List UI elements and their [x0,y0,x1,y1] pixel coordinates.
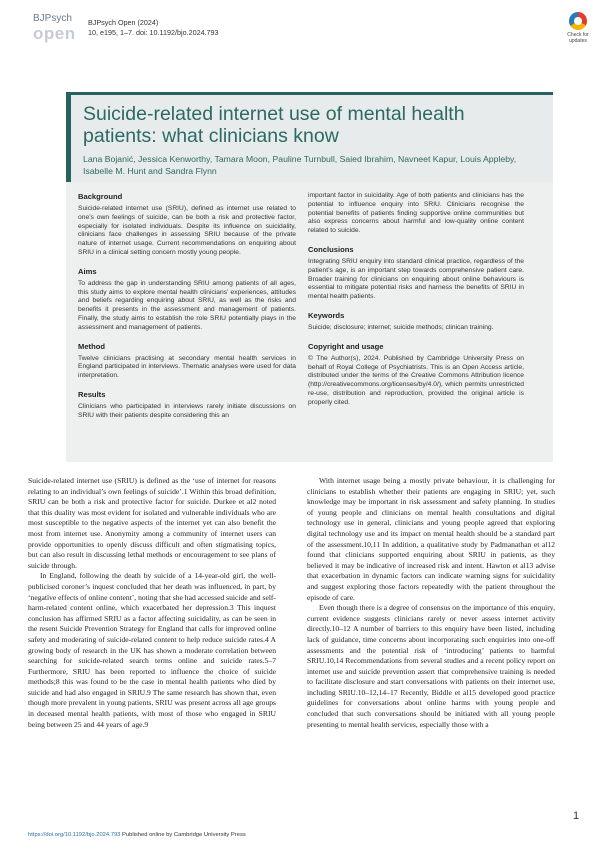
body-paragraph: Even though there is a degree of consensus on the importance of this enquiry, current evidence suggests clinicians rarely or never assess internet activity directly.10–12 A number of barriers to this enquiry have been listed, including lack of guidance, time concerns about incorporating such enquiries into one-off assessments and the potential risk of ‘introducing’ patients to harmful SRIU.10,14 Recommendations from several studies and a recent policy report on internet use and suicide prevention assert that comprehensive training is needed to facilitate disclosure and start conversations with patients on their internet use, including SRIU.10–12,14–17 Recently, Biddle et al15 developed good practice guidelines for conversations about online harms with young people and concluded that such conversations should be initiated with all young people presenting to mental health services, especially those with a [307,603,555,729]
check-updates-line1: Check for [567,32,589,38]
keywords-text: Suicide; disclosure; internet; suicide methods; clinican training. [308,323,494,331]
page-footer [28,832,246,838]
keywords-heading: Keywords [308,310,345,320]
journal-logo [33,13,76,44]
title-panel-bar [66,92,553,95]
results-text: Clinicians who participated in interviews rarely initiate discussions on SRIU with their patients despite considering this an [78,402,296,419]
conclusions-heading: Conclusions [308,244,354,254]
journal-meta [88,18,219,38]
body-paragraph: In England, following the death by suicide of a 14-year-old girl, the well-publicised coroner’s inquest concluded that her death was influenced, in part, by ‘negative effects of online content’, noting that she had accessed suicide and self-harm-related content online, which exacerbated her depression.3 This inquest conclusion has affirmed SRIU as a factor affecting suicidality, as can be seen in the resent Suicide Prevention Strategy for England that calls for improved online safety and moderating of suicide-related content to help reduce suicide rates.4 A growing body of research in the UK has shown a moderate correlation between searching for suicide-related search terms online and suicide rates.5–7 Furthermore, SRIU has been reported to influence the choice of suicide methods;8 this was found to be the case in mental health patients who died by suicide and had also engaged in SRIU.9 The same research has shown that, even though more prevalent in young patients, SRIU was present across all age groups in deceased mental health patients, with most of those who engaged in SRIU being between 25 and 44 years of age.9 [28,571,276,729]
title-panel [66,92,553,182]
copyright-text: © The Author(s), 2024. Published by Cambridge University Press on behalf of Royal College of Psychiatrists. This is an Open Access article, distributed under the terms of the Creative Commons Attribution licence (http://creativecommons.org/licenses/by/4.0/), which permits unrestricted re-use, distribution and reproduction, provided the original article is properly cited. [308,354,524,406]
logo-bottom-text: open [33,24,76,43]
check-updates-line2: updates [569,38,587,44]
author-list: Lana Bojanić, Jessica Kenworthy, Tamara Moon, Pauline Turnbull, Saied Ibrahim, Navneet Kapur, Louis Appleby, Isabelle M. Hunt and Sandra Flynn [83,154,517,176]
aims-text: To address the gap in understanding SRIU among patients of all ages, this study aims to explore mental health clinicians’ experiences, attitudes and beliefs regarding enquiring about SRIU, as well as the risks and benefits it presents in the assessment and management of patients. Finally, the study aims to establish the role SRIU potentially plays in the assessment and management of patients. [78,279,296,331]
citation-line: 10, e195, 1–7. doi: 10.1192/bjo.2024.793 [88,28,219,37]
body-left-column [28,476,276,730]
body-right-column [307,476,555,730]
conclusions-text: Integrating SRIU enquiry into standard clinical practice, regardless of the patient’s age, is an important step towards comprehensive patient care. Broader training for clinicians on enquiring about online behaviours is essential to mitigate potential risks and harness the benefits of SRIU in mental health patients. [308,257,524,301]
results-continued-text: important factor in suicidality. Age of both patients and clinicians has the potential to influence enquiry into SRIU. Clinicians recognise the potential benefits of patients finding supportive online communities but also express concerns about harmful and low-quality online content related to suicide. [308,192,524,235]
background-heading: Background [78,192,123,201]
method-text: Twelve clinicians practising at secondary mental health services in England participated in interviews. Thematic analyses were used for data interpretation. [78,354,296,380]
results-heading: Results [78,389,106,399]
abstract-right-column [308,192,524,417]
abstract-panel [66,182,553,462]
article-title: Suicide-related internet use of mental health patients: what clinicians know [83,103,465,147]
copyright-heading: Copyright and usage [308,341,384,351]
journal-line: BJPsych Open (2024) [88,18,159,27]
abstract-left-column [78,192,296,430]
page-number: 1 [573,810,580,822]
check-for-updates-button[interactable] [561,12,595,44]
check-updates-icon [569,12,587,30]
body-paragraph: With internet usage being a mostly private behaviour, it is challenging for clinicians to establish whether their patients are engaging in SRIU; yet, such knowledge may be important in risk assessment and safety planning. In studies of young people and clinicians on mental health consultations and digital technology use in general, clinicians and young people agreed that exploring digital technology use and its impact on mental health should be a standard part of the assessment.10,11 In addition, a qualitative study by Padmanathan et al12 found that clinicians supported enquiring about SRIU in patients, as they believed it may be indicative of increased risk and intent. Hawton et al13 advise that exacerbation in dynamic factors can indicate warning signs for suicidality and suggest exploring those factors repeatedly with the patient throughout the episode of care. [307,476,555,602]
body-paragraph: Suicide-related internet use (SRIU) is defined as the ‘use of internet for reasons relating to an individual’s own feelings of suicide’.1 Within this broad definition, SRIU can be both a risk and protective factor for suicide. Durkee et al2 noted that this duality was most evident for isolated and vulnerable individuals who are most susceptible to the negative aspects of the internet yet can also benefit the most from internet use. Anonymity among a community of internet users can provide opportunities to openly discuss difficult and often stigmatising topics, but can also result in discussing lethal methods or encouragement to see plans of suicide through. [28,476,276,570]
logo-top-text: BJPsych [33,13,72,24]
doi-link[interactable]: https://doi.org/10.1192/bjo.2024.793 [28,832,121,838]
background-text: Suicide-related internet use (SRIU), defined as internet use related to one’s own feelings of suicide, can be both a risk and protective factor, especially for isolated individuals. Despite its influence on suicidality, clinicians face challenges in assessing SRIU because of the private nature of internet usage. Current recommendations on enquiring about SRIU in a clinical setting concern mostly young people. [78,205,296,256]
published-text: Published online by Cambridge University Press [120,832,246,838]
method-heading: Method [78,341,105,351]
aims-heading: Aims [78,266,97,276]
